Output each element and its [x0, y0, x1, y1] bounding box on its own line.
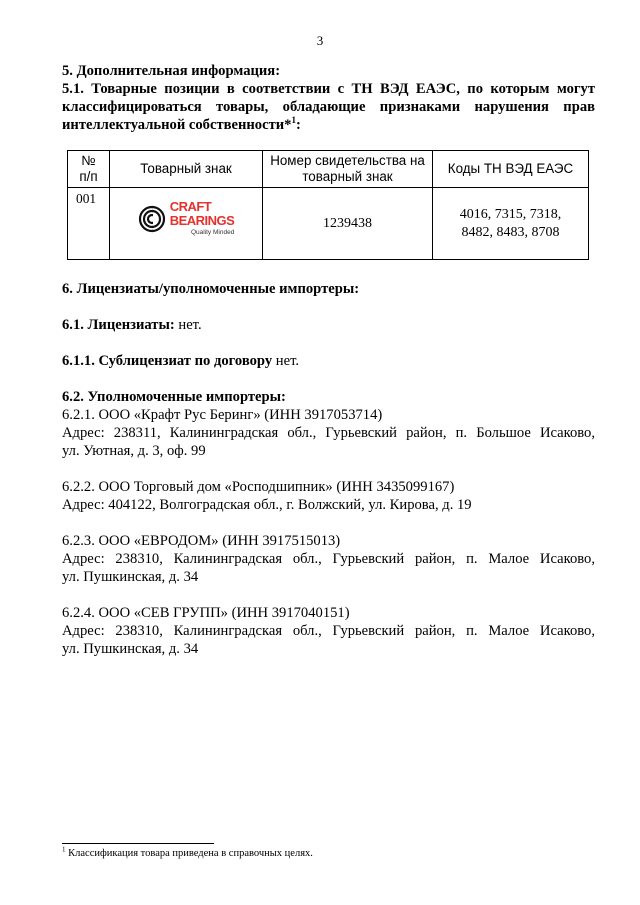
- importer-3: [62, 532, 595, 586]
- craft-bearings-logo: [113, 190, 259, 243]
- codes-cell: [433, 188, 589, 260]
- logo-brand-line-2: BEARINGS: [169, 213, 235, 228]
- importer-3-address-2: ул. Пушкинская, д. 34: [62, 569, 199, 585]
- header-codes: Коды ТН ВЭД ЕАЭС: [433, 151, 589, 188]
- importer-1-address-2: ул. Уютная, д. 3, оф. 99: [62, 443, 206, 459]
- importer-3-name: 6.2.3. ООО «ЕВРОДОМ» (ИНН 3917515013): [62, 533, 341, 549]
- importer-2-name: 6.2.2. ООО Торговый дом «Росподшипник» (ИНН 3435099167): [62, 479, 455, 495]
- section-6-1-1: [62, 352, 595, 370]
- section-5-heading: 5. Дополнительная информация:: [62, 63, 281, 79]
- section-5-1-line-3: [62, 116, 595, 134]
- page-content: [62, 62, 595, 658]
- header-trademark: Товарный знак: [110, 151, 263, 188]
- importer-4: [62, 604, 595, 658]
- codes-line-1: 4016, 7315, 7318,: [459, 206, 562, 222]
- section-6-1-label: 6.1. Лицензиаты:: [62, 317, 175, 333]
- section-6-1: [62, 316, 595, 334]
- section-5-1-line-3-text: интеллектуальной собственности*: [62, 117, 292, 133]
- logo-text: [170, 200, 235, 237]
- section-5-1-line-2: классифицироваться товары, обладающие признаками нарушения прав: [62, 99, 595, 115]
- footnote-separator: [62, 843, 214, 844]
- page-number: 3: [316, 33, 324, 48]
- importer-1-address-1: Адрес: 238311, Калининградская обл., Гурьевский район, п. Большое Исаково,: [62, 425, 595, 441]
- header-number-line-2: п/п: [79, 169, 98, 184]
- footnote: [62, 845, 313, 859]
- importer-2: [62, 478, 595, 514]
- logo-rings-icon: [138, 205, 166, 233]
- section-6-1-value: нет.: [174, 317, 202, 333]
- trademark-cell: [110, 188, 263, 260]
- footnote-number: 1: [62, 845, 66, 854]
- importer-1-name: 6.2.1. ООО «Крафт Рус Беринг» (ИНН 3917053714): [62, 407, 383, 423]
- importer-4-name: 6.2.4. ООО «СЕВ ГРУПП» (ИНН 3917040151): [62, 605, 350, 621]
- certificate-number: 1239438: [263, 188, 433, 260]
- importer-4-address-2: ул. Пушкинская, д. 34: [62, 641, 199, 657]
- header-number-line-1: №: [81, 153, 96, 168]
- logo-brand-line-1: CRAFT: [169, 199, 212, 214]
- importer-2-address-1: Адрес: 404122, Волгоградская обл., г. Волжский, ул. Кирова, д. 19: [62, 497, 472, 513]
- section-6-1-1-label: 6.1.1. Сублицензиат по договору: [62, 353, 273, 369]
- footnote-text: Классификация товара приведена в справочных целях.: [65, 848, 313, 859]
- header-certificate: Номер свидетельства на товарный знак: [263, 151, 433, 188]
- section-6-1-1-value: нет.: [272, 353, 300, 369]
- trademark-table: [67, 150, 589, 260]
- importer-1: [62, 406, 595, 460]
- importer-3-address-1: Адрес: 238310, Калининградская обл., Гурьевский район, п. Малое Исаково,: [62, 551, 595, 567]
- importer-4-address-1: Адрес: 238310, Калининградская обл., Гурьевский район, п. Малое Исаково,: [62, 623, 595, 639]
- section-5-1-colon: :: [295, 117, 301, 133]
- section-6-heading: 6. Лицензиаты/уполномоченные импортеры:: [62, 281, 360, 297]
- section-5-1-line-1: 5.1. Товарные позиции в соответствии с ТН ВЭД ЕАЭС, по которым могут: [62, 81, 595, 97]
- row-number: 001: [68, 188, 110, 260]
- header-number: [68, 151, 110, 188]
- logo-tagline: Quality Minded: [190, 229, 235, 236]
- table-row: [68, 188, 589, 260]
- table-header-row: [68, 151, 589, 188]
- codes-line-2: 8482, 8483, 8708: [461, 224, 560, 240]
- footnote-reference[interactable]: 1: [291, 115, 296, 126]
- section-6-2-heading: 6.2. Уполномоченные импортеры:: [62, 389, 286, 405]
